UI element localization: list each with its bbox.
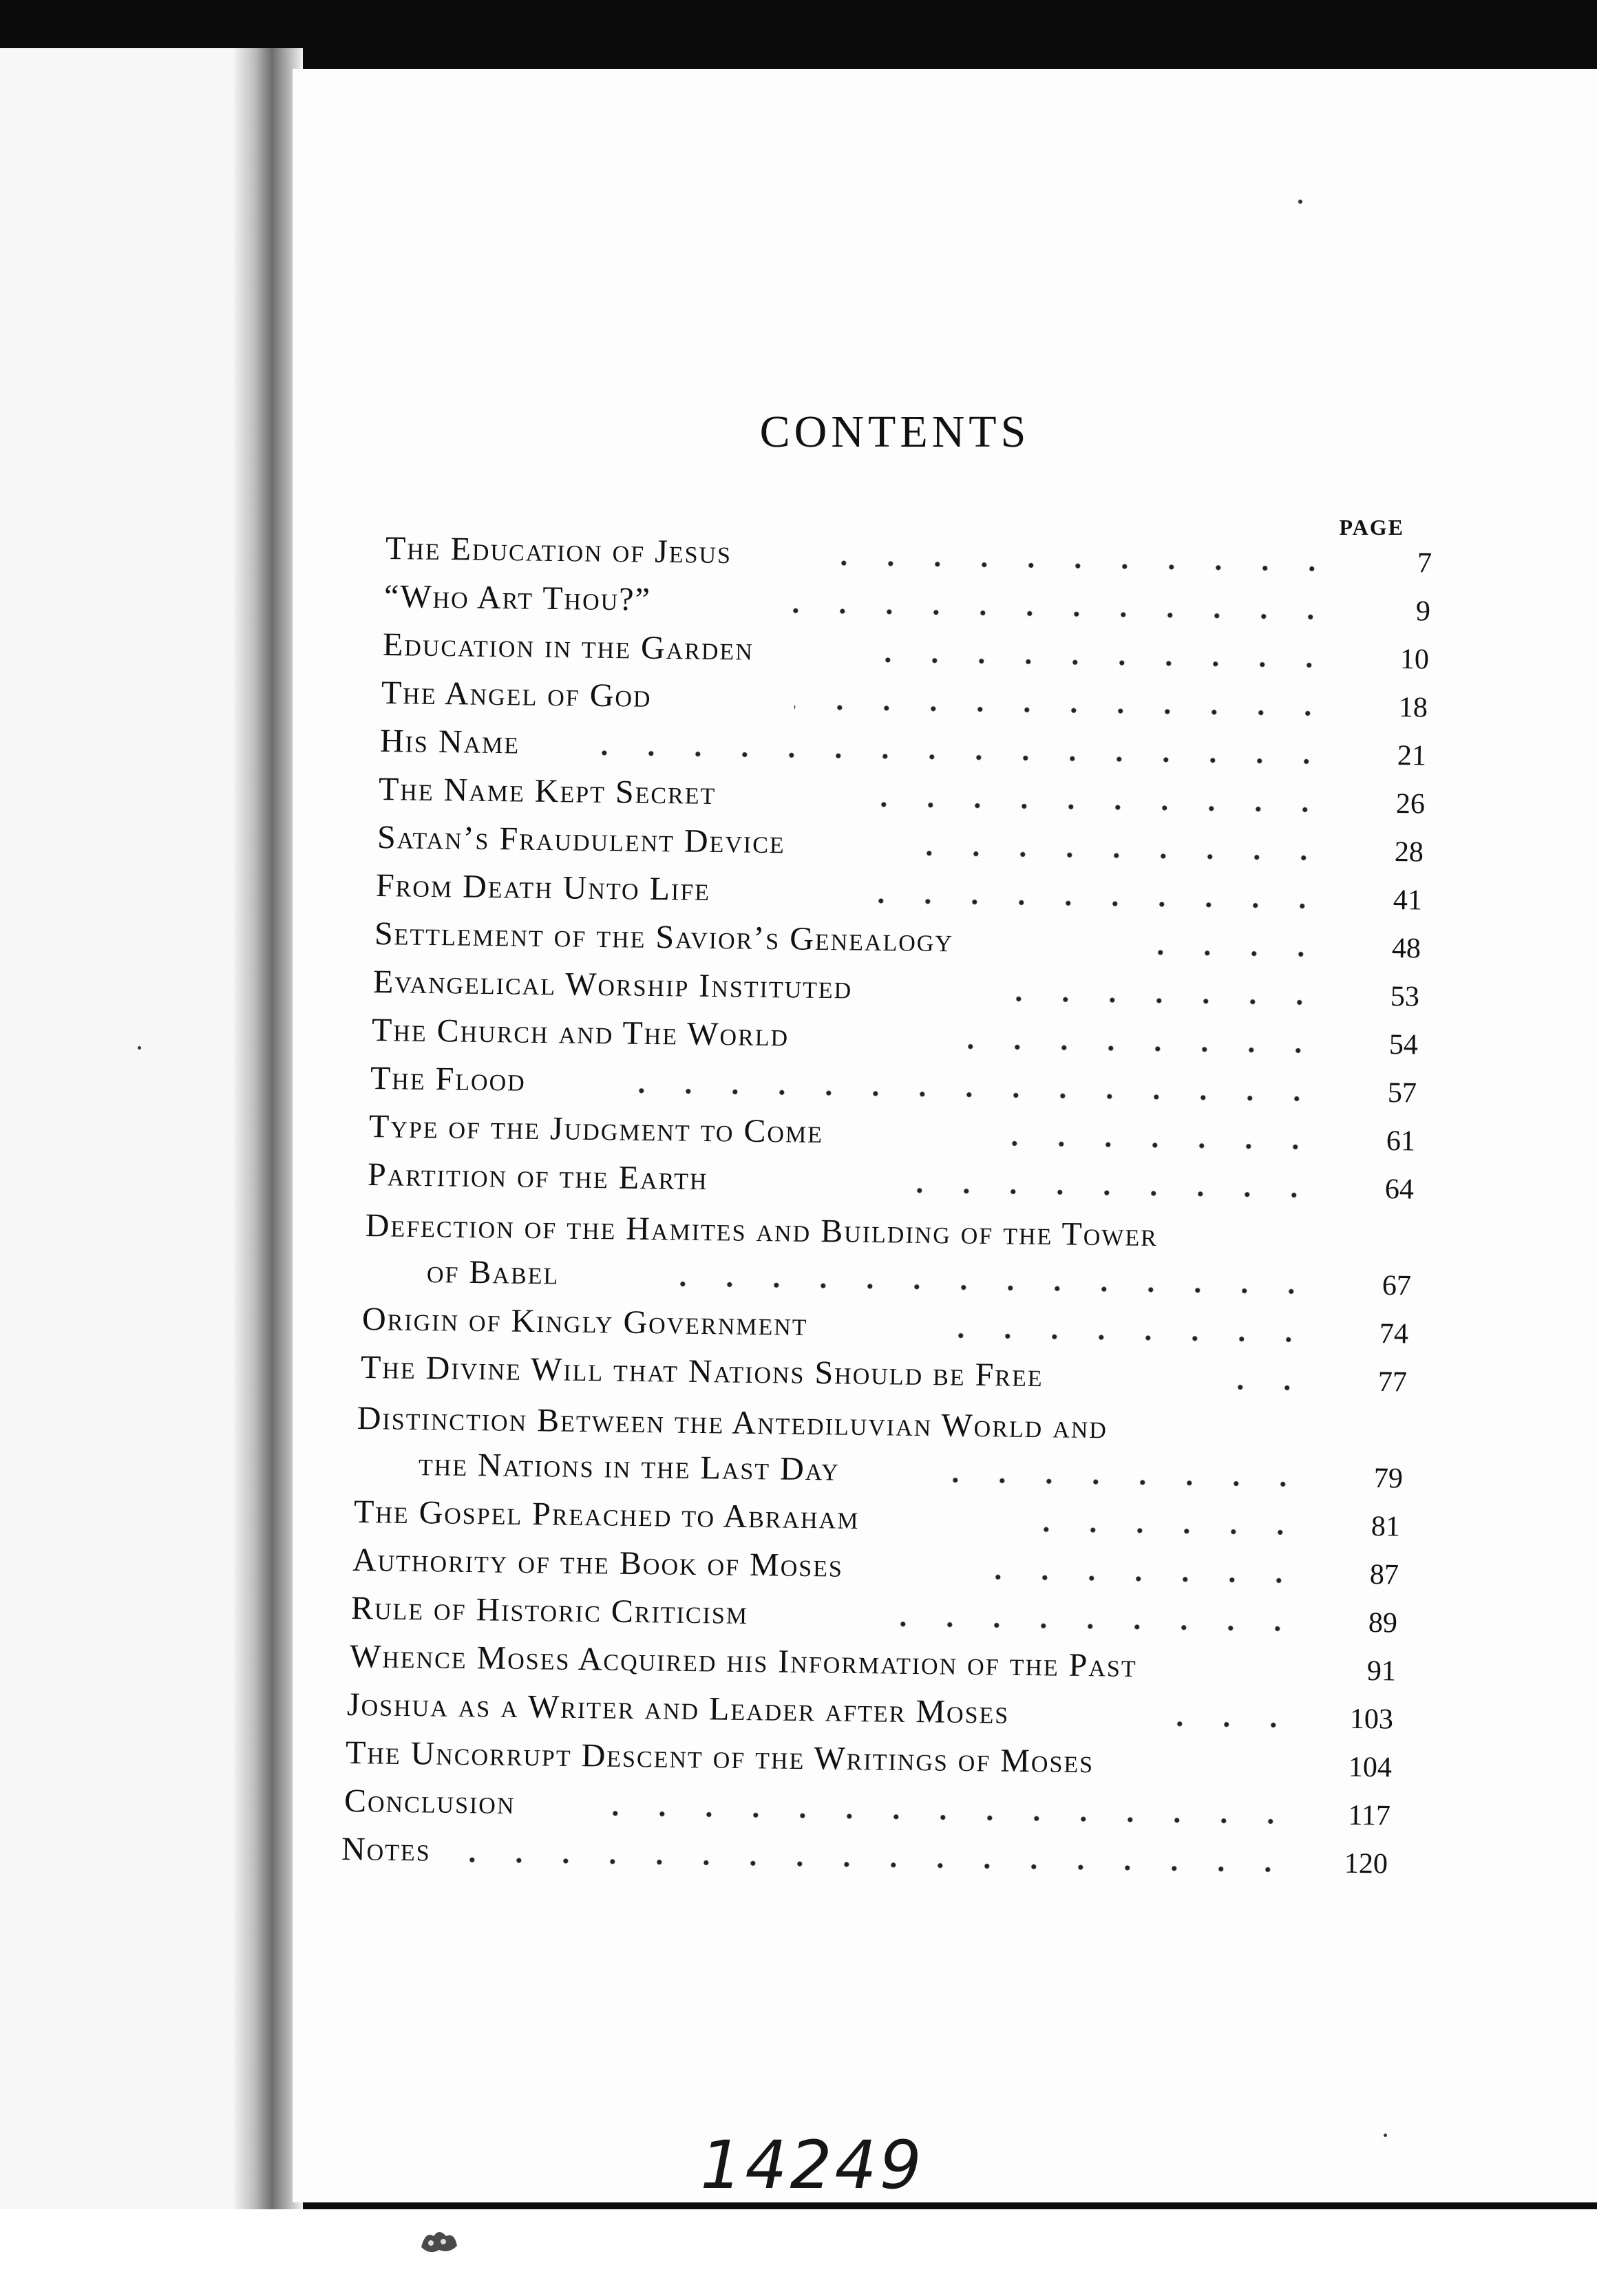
toc-entry-title: The Flood <box>370 1060 527 1098</box>
dot-leader <box>586 749 1330 766</box>
toc-entry-page: 64 <box>1384 1173 1415 1206</box>
toc-entry-page: 87 <box>1369 1559 1399 1591</box>
toc-entry-page: 91 <box>1366 1655 1397 1688</box>
toc-entry-page: 89 <box>1368 1607 1398 1639</box>
dot-leader <box>790 606 1334 621</box>
scan-bottom-margin <box>0 2209 1597 2296</box>
scan-speck <box>1384 2134 1387 2137</box>
dot-leader <box>898 1186 1318 1199</box>
dot-leader <box>654 1279 1315 1296</box>
toc-entry-page: 67 <box>1382 1270 1412 1302</box>
toc-entry-title: The Education of Jesus <box>385 530 732 571</box>
dot-leader <box>851 896 1326 910</box>
scan-speck <box>138 1046 141 1050</box>
toc-entry-title: Notes <box>341 1831 432 1869</box>
toc-entry-title: The Gospel Preached to Abraham <box>353 1494 860 1536</box>
toc-entry-page: 7 <box>1417 547 1432 580</box>
toc-entry-title: Rule of Historic Criticism <box>350 1590 749 1632</box>
toc-entry-title: The Divine Will that Nations Should be Free <box>360 1349 1044 1394</box>
dot-leader <box>878 656 1333 670</box>
toc-entry-page: 57 <box>1387 1077 1417 1109</box>
dot-leader <box>1228 1383 1311 1392</box>
dot-leader <box>604 1086 1320 1103</box>
toc-entry-title: Type of the Judgment to Come <box>368 1108 824 1151</box>
toc-entry-page: 54 <box>1388 1029 1419 1061</box>
toc-entry-title: Partition of the Earth <box>367 1156 708 1198</box>
dot-leader <box>465 1856 1291 1874</box>
dot-leader <box>954 1332 1312 1344</box>
toc-entry-title: Authority of the Book of Moses <box>352 1542 844 1584</box>
dot-leader <box>1015 1525 1304 1537</box>
toc-entry-title: Conclusion <box>343 1783 516 1822</box>
toc-entry-title: Joshua as a Writer and Leader after Moses <box>346 1686 1010 1731</box>
toc-entry-page: 117 <box>1348 1799 1391 1832</box>
toc-entry-page: 120 <box>1344 1847 1388 1880</box>
toc-entry-title: Whence Moses Acquired his Information of the Past <box>349 1638 1137 1684</box>
toc-entry-title: Education in the Garden <box>382 626 754 668</box>
dot-leader <box>1118 948 1324 959</box>
page-column-heading: PAGE <box>1339 515 1404 540</box>
toc-entry-page: 18 <box>1398 692 1428 724</box>
handwritten-number: 14249 <box>700 2127 924 2204</box>
toc-entry-title: Settlement of the Savior’s Genealogy <box>374 915 954 959</box>
dot-leader <box>893 849 1327 862</box>
toc-entry-title: Defection of the Hamites and Building of the Tower <box>365 1207 1159 1254</box>
toc-entry-title: Distinction Between the Antediluvian World and <box>357 1400 1108 1446</box>
toc-entry-page: 9 <box>1415 595 1431 628</box>
toc-entry-page: 74 <box>1379 1318 1409 1350</box>
toc-entry-page: 81 <box>1371 1511 1401 1543</box>
dot-leader <box>860 800 1329 814</box>
toc-entry-continuation: the Nations in the Last Day <box>418 1446 840 1488</box>
toc-entry-title: The Name Kept Secret <box>378 771 717 811</box>
dot-leader <box>975 1139 1319 1151</box>
toc-entry-page: 77 <box>1377 1366 1408 1399</box>
dot-leader <box>964 1043 1322 1055</box>
toc-entry-page: 79 <box>1373 1463 1404 1495</box>
toc-entry-title: From Death Unto Life <box>375 867 711 908</box>
dot-leader <box>1173 1720 1297 1730</box>
toc-entry-page: 103 <box>1349 1703 1394 1736</box>
toc-entry-title: Origin of Kingly Government <box>361 1301 808 1343</box>
toc-entry-page: 41 <box>1393 884 1423 917</box>
stamp-mark-icon <box>419 2226 460 2257</box>
toc-entry-page: 10 <box>1399 644 1430 676</box>
dot-leader <box>578 1809 1294 1826</box>
toc-entry-page: 53 <box>1390 981 1420 1013</box>
toc-entry-page: 26 <box>1395 788 1426 820</box>
toc-entry-page: 61 <box>1386 1125 1416 1158</box>
toc-entry-title: Evangelical Worship Instituted <box>372 964 853 1006</box>
toc-entry-page: 28 <box>1394 836 1424 869</box>
toc-entry-page: 104 <box>1348 1751 1393 1784</box>
toc-entry-continuation: of Babel <box>426 1253 560 1292</box>
facing-page <box>0 48 262 2216</box>
contents-title: CONTENTS <box>759 407 1030 457</box>
toc-entry-title: Satan’s Fraudulent Device <box>377 819 786 861</box>
toc-entry-title: The Angel of God <box>381 674 652 714</box>
dot-leader <box>833 559 1335 573</box>
scan-speck <box>1298 200 1302 204</box>
dot-leader <box>794 703 1331 718</box>
toc-entry-title: His Name <box>379 723 520 761</box>
dot-leader <box>993 995 1323 1007</box>
dot-leader <box>965 1573 1302 1585</box>
toc-entry-title: The Church and The World <box>371 1012 790 1054</box>
toc-entry-title: “Who Art Thou?” <box>383 578 652 618</box>
dot-leader <box>949 1476 1307 1489</box>
toc-entry-title: The Uncorrupt Descent of the Writings of Moses <box>345 1734 1094 1781</box>
toc-entry-page: 48 <box>1391 933 1421 965</box>
dot-leader <box>860 1619 1301 1633</box>
toc-entry-page: 21 <box>1397 740 1427 772</box>
